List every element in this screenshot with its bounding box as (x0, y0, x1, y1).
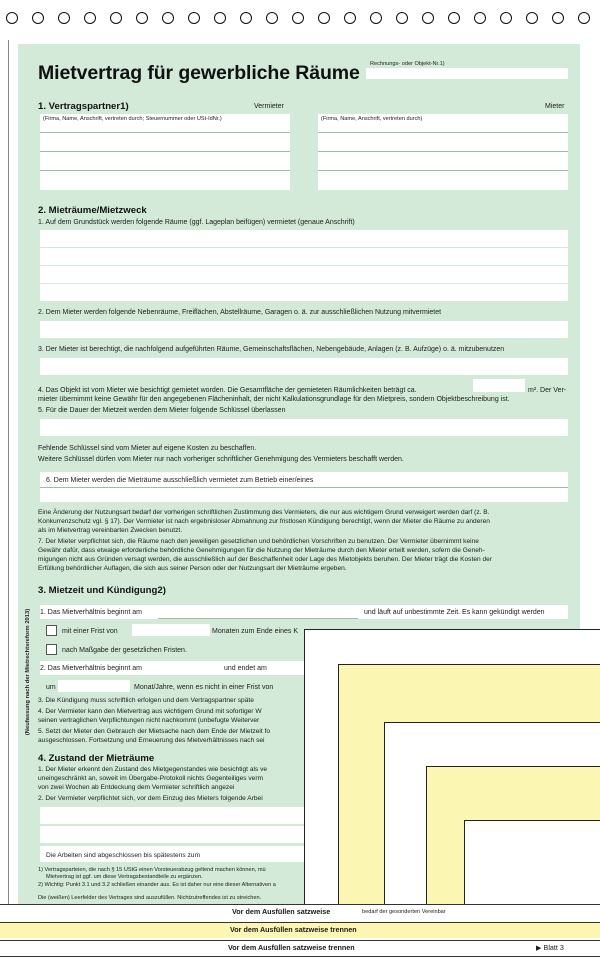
clause-text: migungen nicht aus Gründen versagt werden, die ausschließlich auf der Beschaffenheit oder Lage des Mietobjekts beruhen. Der Mieter trägt die Kosten der (38, 556, 493, 563)
punch-hole (370, 12, 382, 24)
punch-hole (526, 12, 538, 24)
divider (318, 170, 568, 171)
tear-instruction: Vor dem Ausfüllen satzweise trennen (228, 943, 355, 952)
divider (40, 132, 290, 133)
premises-field[interactable] (40, 230, 568, 247)
landlord-field[interactable] (40, 114, 290, 190)
clause-text: und läuft auf unbestimmte Zeit. Es kann gekündigt werden (364, 609, 545, 616)
premises-field[interactable] (40, 266, 568, 283)
area-field[interactable] (473, 379, 525, 392)
punch-hole (6, 12, 18, 24)
clause-text: 7. Der Mieter verpflichtet sich, die Räume nach den jeweiligen gesetzlichen und behördlichen Vorschriften zu benutzen. Der Vermieter übernimmt keine (38, 538, 479, 545)
clause-text: mit einer Frist von (62, 628, 118, 635)
punch-hole (578, 12, 590, 24)
clause-text: Konkurrenzschutz vgl. § 17). Der Vermieter ist nach ergebnisloser Abmahnung zur fristlosen Kündigung berechtigt, wenn der Mieter die Räume zu anderen (38, 518, 490, 525)
divider (318, 151, 568, 152)
punch-hole (500, 12, 512, 24)
clause-text: Erfüllung behördlicher Auflagen, die sich aus seiner Person oder der Nutzungsart der Mieträume ergeben. (38, 565, 347, 572)
clause-text: mieter übernimmt keine Gewähr für den angegebenen Flächeninhalt, der nicht Kalkulationsgrundlage für den Mietpreis, sondern Objektbeschreibung ist. (38, 396, 510, 403)
clause-text: Weitere Schlüssel dürfen vom Mieter nur nach vorheriger schriftlicher Genehmigung des Vermieters beschafft werden. (38, 456, 404, 463)
punch-hole (396, 12, 408, 24)
punch-hole (240, 12, 252, 24)
footnote: 1) Vertragsparteien, die nach § 15 UStG einen Vorsteuerabzug geltend machen können, mü (38, 867, 266, 873)
punch-hole (162, 12, 174, 24)
tear-instruction: Vor dem Ausfüllen satzweise (232, 907, 331, 916)
start-date-field[interactable] (158, 606, 358, 619)
clause-text: 5. Setzt der Mieter den Gebrauch der Mietsache nach dem Ende der Mietzeit fo (38, 728, 271, 735)
clause-text: 4. Das Objekt ist vom Mieter wie besichtigt gemietet worden. Die Gesamtfläche der gemieteten Räumlichkeiten beträgt ca. (38, 387, 417, 394)
revision-note: (Neufassung nach der Mietrechtsreform 2013) (25, 608, 31, 736)
clause-text: 3. Die Kündigung muss schriftlich erfolgen und dem Vertragspartner späte (38, 697, 254, 704)
clause-text: 6. Dem Mieter werden die Mieträume ausschließlich vermietet zum Betrieb einer/eines (46, 477, 314, 484)
clause-text: ausgeschlossen. Fortsetzung und Erneuerung des Mietverhältnisses nach sei (38, 737, 265, 744)
section-heading: 2. Mieträume/Mietzweck (38, 205, 147, 216)
clause-text: 2. Dem Mieter werden folgende Nebenräume, Freiflächen, Abstellräume, Garagen o. ä. zur ausschließlichen Nutzung mitvermietet (38, 309, 442, 316)
clause-text: Gewähr dafür, dass etwaige erforderliche behördliche Genehmigungen für die Nutzung der Mieträume durch den Mieter erteilt werden, sofern die Geneh- (38, 547, 485, 554)
clause-text: Eine Änderung der Nutzungsart bedarf der vorherigen schriftlichen Zustimmung des Vermieters, die nur aus wichtigem Grund verweigert werden darf (z. B. (38, 509, 490, 516)
tenant-hint: (Firma, Name, Anschrift, vertreten durch) (321, 116, 423, 122)
clause-text: als im Mietvertrag vereinbarten Zwecken benutzt. (38, 527, 183, 534)
punch-hole (266, 12, 278, 24)
statutory-period-checkbox[interactable] (46, 644, 57, 655)
punch-hole (84, 12, 96, 24)
clause-text: 4. Der Vermieter kann den Mietvertrag aus wichtigem Grund mit sofortiger W (38, 708, 262, 715)
divider (318, 132, 568, 133)
clause-text: 5. Für die Dauer der Mietzeit werden dem Mieter folgende Schlüssel überlassen (38, 407, 286, 414)
clause-text: 1. Auf dem Grundstück werden folgende Räume (ggf. Lageplan beifügen) vermietet (genaue Anschrift) (38, 219, 355, 226)
works-field[interactable] (40, 807, 330, 824)
premises-field[interactable] (40, 284, 568, 301)
clause-text: Monat/Jahre, wenn es nicht in einer Frist von (134, 684, 274, 691)
punch-hole (318, 12, 330, 24)
paper-edge (8, 40, 9, 920)
clause-text: 3. Der Mieter ist berechtigt, die nachfolgend aufgeführten Räume, Gemeinschaftsflächen, Nebengebäude, Anlagen (z. B. Aufzüge) o. ä. mitzubenutzen (38, 346, 505, 353)
sheet-number: Blatt 3 (543, 943, 564, 952)
footnote: 2) Wichtig: Punkt 3.1 und 3.2 schließen einander aus. Es ist daher nur eine dieser Alternativen a (38, 882, 276, 888)
tear-strip[interactable] (0, 922, 600, 938)
tear-instruction: Vor dem Ausfüllen satzweise trennen (230, 925, 357, 934)
clause-text: und endet am (224, 665, 267, 672)
punch-hole (188, 12, 200, 24)
works-field[interactable] (40, 826, 330, 843)
area-unit: m². Der Ver- (528, 387, 567, 394)
keys-field[interactable] (40, 419, 568, 436)
punch-hole (32, 12, 44, 24)
punch-hole (344, 12, 356, 24)
clause-text: 2. Das Mietverhältnis beginnt am (40, 665, 142, 672)
punch-hole (552, 12, 564, 24)
clause-text: 1. Der Mieter erkennt den Zustand des Mietgegenstandes wie besichtigt als ve (38, 766, 268, 773)
punch-hole (448, 12, 460, 24)
punch-holes (6, 12, 596, 26)
clause-text: nach Maßgabe der gesetzlichen Fristen. (62, 647, 187, 654)
section-heading: 3. Mietzeit und Kündigung2) (38, 585, 166, 596)
divider (40, 170, 290, 171)
punch-hole (292, 12, 304, 24)
footnote: Mietvertrag ist ggf. um diese Vertragsbestandteile zu ergänzen. (46, 874, 203, 880)
clause-text: 1. Das Mietverhältnis beginnt am (40, 609, 142, 616)
punch-hole (110, 12, 122, 24)
premises-field[interactable] (40, 248, 568, 265)
tear-strip[interactable] (0, 904, 600, 920)
clause-text: um (46, 684, 56, 691)
tear-strip[interactable] (0, 940, 600, 957)
section-heading: 4. Zustand der Mieträume (38, 753, 155, 764)
reference-number-field[interactable] (366, 68, 568, 79)
clause-text: Fehlende Schlüssel sind vom Mieter auf eigene Kosten zu beschaffen. (38, 445, 257, 452)
punch-hole (422, 12, 434, 24)
punch-hole (136, 12, 148, 24)
tear-strip-text: bedarf der gesonderten Vereinbar (362, 909, 446, 915)
sheet-label: ▶ Blatt 3 (536, 943, 564, 952)
punch-hole (214, 12, 226, 24)
section-heading: 1. Vertragspartner1) (38, 101, 129, 112)
punch-hole (474, 12, 486, 24)
punch-hole (58, 12, 70, 24)
page-title: Mietvertrag für gewerbliche Räume (38, 62, 360, 84)
shared-use-field[interactable] (40, 358, 568, 375)
reference-label: Rechnungs- oder Objekt-Nr.1) (370, 61, 445, 67)
clause-text: Die Arbeiten sind abgeschlossen bis spätestens zum (46, 852, 200, 859)
clause-text: 2. Der Vermieter verpflichtet sich, vor dem Einzug des Mieters folgende Arbei (38, 795, 263, 802)
ancillary-rooms-field[interactable] (40, 321, 568, 338)
landlord-hint: (Firma, Name, Anschrift, vertreten durch; Steuernummer oder USt-IdNr.) (43, 116, 222, 122)
tenant-label: Mieter (545, 103, 565, 110)
clause-text: Monaten zum Ende eines K (212, 628, 298, 635)
clause-text: seinen vertraglichen Verpflichtungen nicht nachkommt (unbefugte Weiterver (38, 717, 260, 724)
landlord-label: Vermieter (254, 103, 284, 110)
clause-text: von zwei Wochen ab Entdeckung dem Vermieter schriftlich angezei (38, 784, 235, 791)
notice-months-field[interactable] (132, 624, 210, 636)
clause-text: uneingeschränkt an, soweit im Übergabe-Protokoll nichts Gegenteiliges verm (38, 775, 264, 782)
footnote: Die (weißen) Leerfelder des Vertrages sind auszufüllen. Nichtzutreffendes ist zu streichen. (38, 895, 262, 901)
tenant-field[interactable] (318, 114, 568, 190)
extension-field[interactable] (58, 680, 130, 692)
divider (40, 487, 568, 488)
divider (40, 151, 290, 152)
notice-period-checkbox[interactable] (46, 625, 57, 636)
